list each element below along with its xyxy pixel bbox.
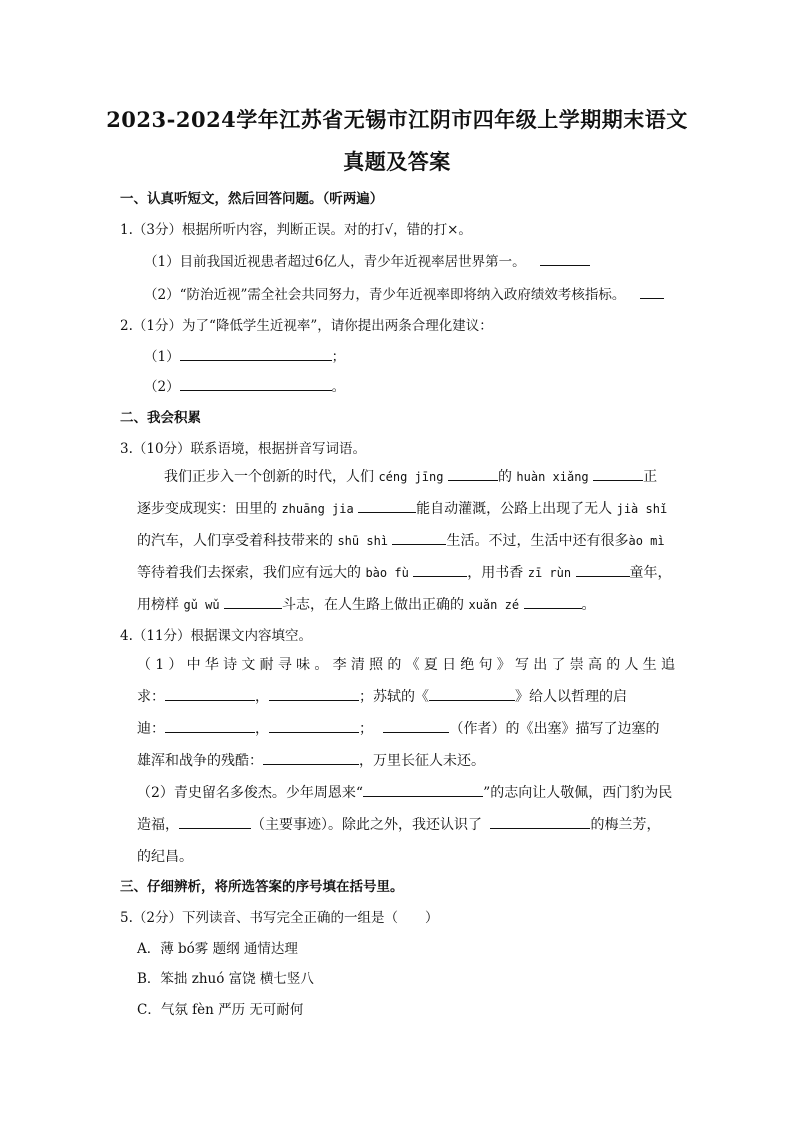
passage-text: 。: [581, 597, 596, 613]
section-1-heading: 一、认真听短文，然后回答问题。（听两遍）: [120, 191, 384, 207]
answer-blank[interactable]: [358, 499, 416, 513]
answer-blank[interactable]: [180, 377, 332, 391]
pinyin: ào mì: [628, 534, 665, 548]
question-3-line-4: [137, 558, 672, 589]
answer-blank[interactable]: [383, 719, 449, 733]
answer-blank[interactable]: [263, 751, 359, 765]
passage-text: （2）青史留名多俊杰。少年周恩来“: [137, 785, 364, 801]
answer-blank[interactable]: [448, 467, 498, 481]
passage-text: 生活。不过，生活中还有很多: [446, 533, 629, 549]
pinyin: zī rùn: [527, 566, 572, 580]
answer-blank[interactable]: [640, 285, 664, 299]
passage-text: （主要事迹）。除此之外，我还认识了: [251, 817, 482, 833]
passage-text: 求：: [137, 689, 165, 705]
passage-text: （作者）的《出塞》描写了边塞的: [449, 721, 660, 737]
answer-blank[interactable]: [429, 687, 515, 701]
answer-blank[interactable]: [576, 563, 630, 577]
passage-text: 的梅兰芳，: [590, 817, 661, 833]
question-1-item-2-text: （2）“防治近视”需全社会共同努力，青少年近视率即将纳入政府绩效考核指标。: [144, 287, 626, 303]
answer-blank[interactable]: [392, 531, 446, 545]
question-5-option-a[interactable]: A．薄 bó雾 题纲 通情达理: [137, 941, 298, 957]
pinyin: xuǎn zé: [468, 598, 520, 612]
passage-text: ；苏轼的《: [359, 689, 429, 705]
question-4: 4.（11分）根据课文内容填空。: [120, 628, 313, 644]
passage-text: 造福，: [137, 817, 179, 833]
passage-text: ，用书香: [467, 565, 524, 581]
answer-blank[interactable]: [269, 719, 359, 733]
passage-text: 逐步变成现实：田里的: [137, 501, 277, 517]
passage-text: 斗志，在人生路上做出正确的: [282, 597, 465, 613]
pinyin: zhuāng jia: [281, 502, 354, 516]
pinyin: shū shì: [337, 534, 389, 548]
question-3: 3.（10分）联系语境，根据拼音写词语。: [120, 441, 367, 457]
passage-text: ，: [255, 721, 269, 737]
passage-text: ；: [359, 721, 373, 737]
answer-blank[interactable]: [540, 252, 590, 266]
question-1: 1.（3分）根据所听内容，判断正误。对的打√，错的打×。: [120, 222, 472, 238]
question-1-item-1: [144, 250, 590, 270]
answer-blank[interactable]: [490, 815, 590, 829]
answer-blank[interactable]: [269, 687, 359, 701]
passage-text: 我们正步入一个创新的时代，人们: [164, 469, 374, 485]
pinyin: bào fù: [365, 566, 409, 580]
question-2-item-1-label: （1）: [144, 349, 180, 365]
passage-text: 正: [643, 469, 658, 485]
passage-text: 的: [497, 469, 512, 485]
passage-text: 雄浑和战争的残酷：: [137, 753, 263, 769]
question-2-item-2-label: （2）: [144, 379, 180, 395]
question-4-1-line-3: [137, 714, 659, 745]
question-3-line-1: [164, 462, 674, 493]
pinyin: gǔ wǔ: [183, 598, 220, 612]
question-2-item-2-punct: 。: [331, 379, 346, 395]
question-5-option-c[interactable]: C．气氛 fèn 严历 无可耐何: [137, 1002, 304, 1018]
question-4-2-line-1: [137, 778, 672, 809]
answer-blank[interactable]: [165, 719, 255, 733]
passage-text: 迪：: [137, 721, 165, 737]
section-3-heading: 三、仔细辨析，将所选答案的序号填在括号里。: [120, 879, 404, 895]
answer-blank[interactable]: [363, 783, 483, 797]
passage-text: 能自动灌溉，公路上出现了无人: [416, 501, 613, 517]
page-title-line1: 2023-2024学年江苏省无锡市江阴市四年级上学期期末语文: [106, 107, 688, 132]
question-3-line-2: [137, 494, 667, 525]
answer-blank[interactable]: [179, 815, 251, 829]
question-4-2-line-2: [137, 810, 660, 841]
answer-blank[interactable]: [593, 467, 643, 481]
question-4-1-line-4: [137, 746, 485, 777]
question-1-item-1-text: （1）目前我国近视患者超过6亿人，青少年近视率居世界第一。: [144, 254, 526, 270]
page-title-line2: 真题及答案: [343, 149, 451, 174]
answer-blank[interactable]: [524, 595, 582, 609]
section-2-heading: 二、我会积累: [120, 410, 201, 426]
question-4-1-line-2: [137, 682, 627, 713]
question-2-item-2: [144, 375, 345, 395]
pinyin: céng jīng: [378, 470, 444, 484]
passage-text: ，: [255, 689, 269, 705]
question-2: 2.（1分）为了“降低学生近视率”，请你提出两条合理化建议：: [120, 318, 493, 334]
question-2-item-1: [144, 345, 345, 365]
passage-text: ”的志向让人敬佩，西门豹为民: [483, 785, 673, 801]
question-2-item-1-punct: ；: [331, 349, 346, 365]
question-4-2-line-3: 的纪昌。: [137, 849, 193, 865]
question-4-1-line-1: （1）中华诗文耐寻味。李清照的《夏日绝句》写出了崇高的人生追: [137, 657, 675, 673]
question-3-line-3: [137, 526, 665, 557]
pinyin: jià shǐ: [616, 502, 668, 516]
answer-blank[interactable]: [165, 687, 255, 701]
answer-blank[interactable]: [224, 595, 282, 609]
passage-text: 的汽车，人们享受着科技带来的: [137, 533, 333, 549]
answer-blank[interactable]: [180, 347, 332, 361]
passage-text: 童年，: [629, 565, 672, 581]
passage-text: 》给人以哲理的启: [515, 689, 627, 705]
question-3-line-5: [137, 590, 596, 621]
pinyin: huàn xiǎng: [516, 470, 589, 484]
question-5-option-b[interactable]: B．笨拙 zhuó 富饶 横七竖八: [137, 971, 314, 987]
question-5: 5.（2分）下列读音、书写完全正确的一组是（ ）: [120, 910, 439, 926]
passage-text: 等待着我们去探索，我们应有远大的: [137, 565, 361, 581]
question-1-item-2: [144, 283, 664, 303]
passage-text: ，万里长征人未还。: [359, 753, 485, 769]
passage-text: 用榜样: [137, 597, 179, 613]
answer-blank[interactable]: [413, 563, 467, 577]
